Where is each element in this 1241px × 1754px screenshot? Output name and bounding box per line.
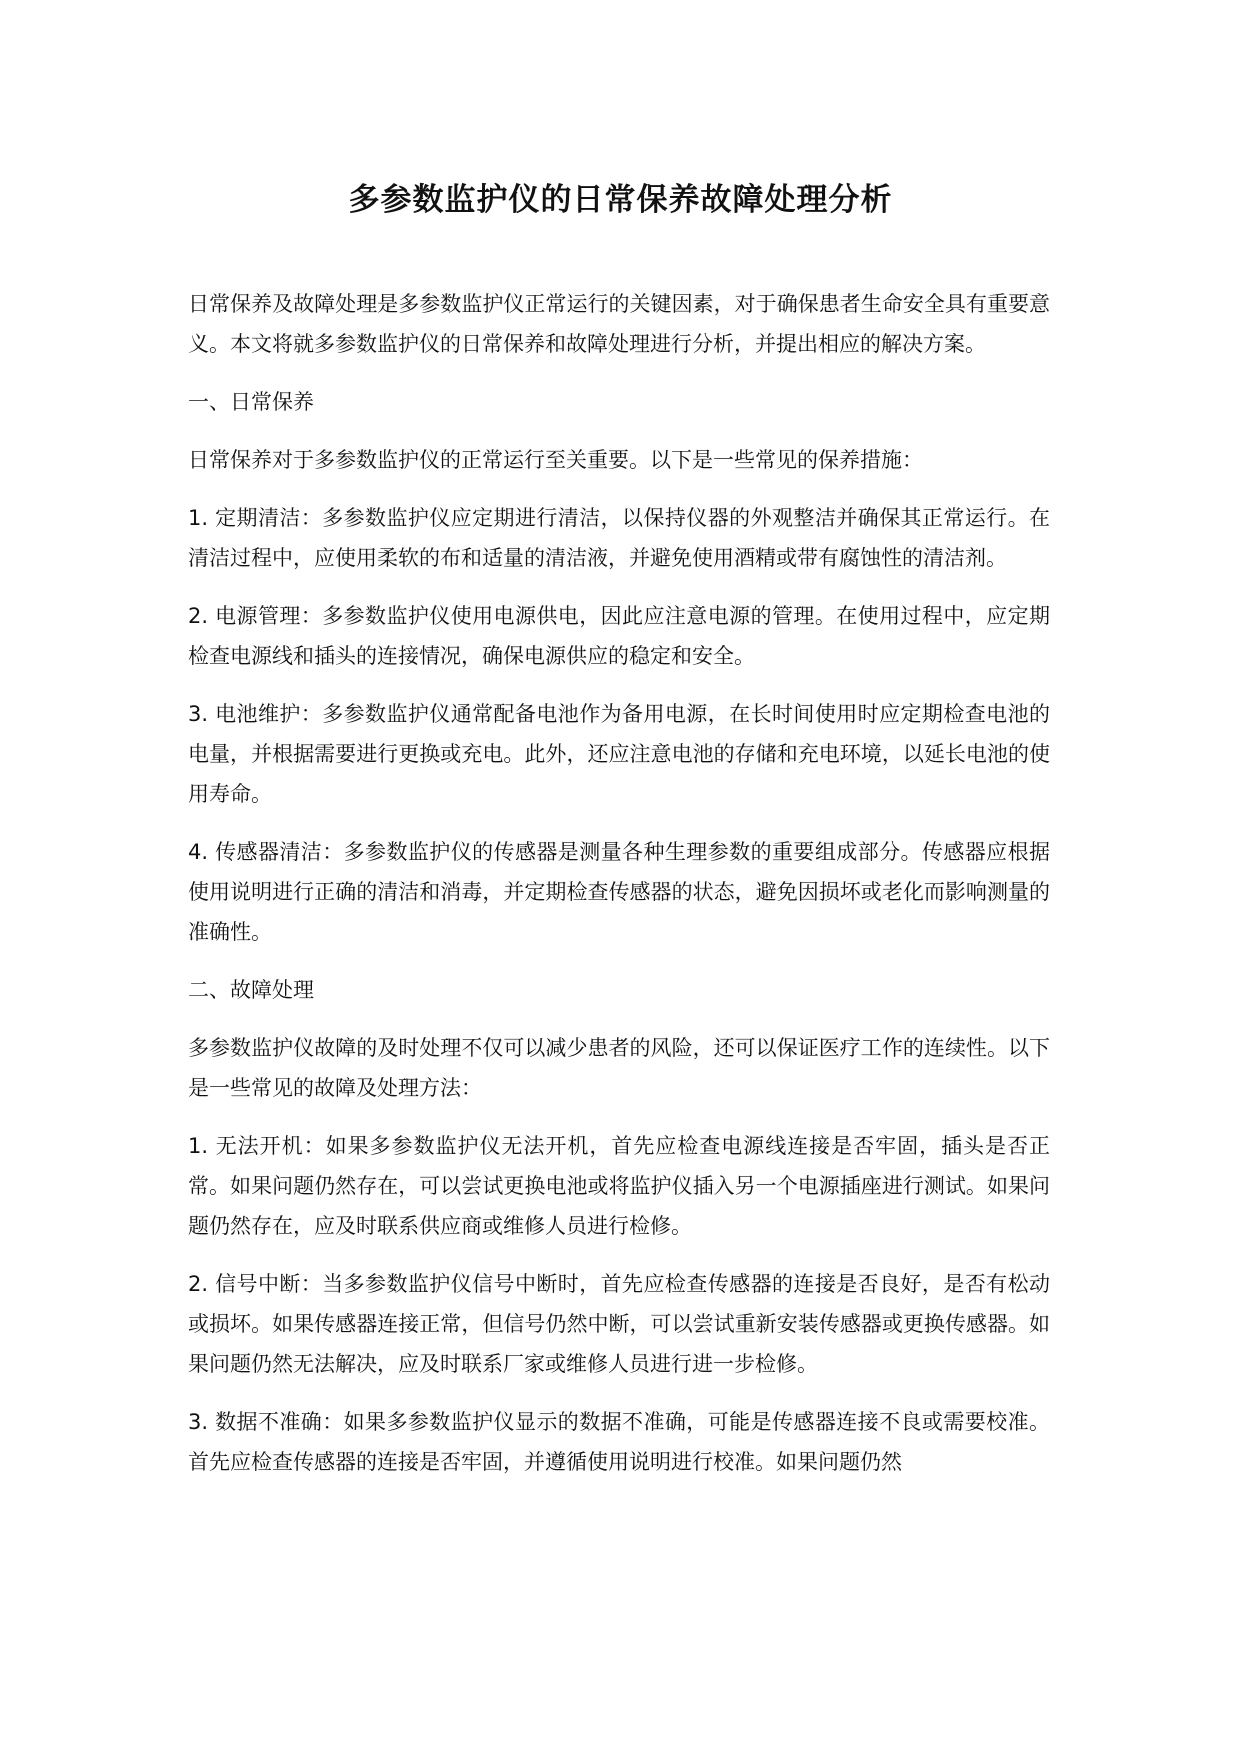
maintenance-item: 2. 电源管理：多参数监护仪使用电源供电，因此应注意电源的管理。在使用过程中，应定期检查电源线和插头的连接情况，确保电源供应的稳定和安全。 (188, 604, 1050, 668)
maintenance-item: 1. 定期清洁：多参数监护仪应定期进行清洁，以保持仪器的外观整洁并确保其正常运行。在清洁过程中，应使用柔软的布和适量的清洁液，并避免使用酒精或带有腐蚀性的清洁剂。 (188, 506, 1050, 570)
document-body (188, 284, 1050, 1500)
section-lead-troubleshooting: 多参数监护仪故障的及时处理不仅可以减少患者的风险，还可以保证医疗工作的连续性。以下是一些常见的故障及处理方法： (188, 1036, 1050, 1100)
section-heading-maintenance: 一、日常保养 (188, 390, 314, 414)
section-heading-troubleshooting: 二、故障处理 (188, 978, 314, 1002)
intro-paragraph: 日常保养及故障处理是多参数监护仪正常运行的关键因素，对于确保患者生命安全具有重要意义。本文将就多参数监护仪的日常保养和故障处理进行分析，并提出相应的解决方案。 (188, 292, 1050, 356)
maintenance-item: 3. 电池维护：多参数监护仪通常配备电池作为备用电源，在长时间使用时应定期检查电池的电量，并根据需要进行更换或充电。此外，还应注意电池的存储和充电环境，以延长电池的使用寿命。 (188, 702, 1050, 806)
section-lead-maintenance: 日常保养对于多参数监护仪的正常运行至关重要。以下是一些常见的保养措施： (188, 448, 923, 472)
troubleshooting-item: 2. 信号中断：当多参数监护仪信号中断时，首先应检查传感器的连接是否良好，是否有松动或损坏。如果传感器连接正常，但信号仍然中断，可以尝试重新安装传感器或更换传感器。如果问题仍然无法解决，应及时联系厂家或维修人员进行进一步检修。 (188, 1272, 1050, 1376)
troubleshooting-item: 1. 无法开机：如果多参数监护仪无法开机，首先应检查电源线连接是否牢固，插头是否正常。如果问题仍然存在，可以尝试更换电池或将监护仪插入另一个电源插座进行测试。如果问题仍然存在，应及时联系供应商或维修人员进行检修。 (188, 1134, 1050, 1238)
maintenance-item: 4. 传感器清洁：多参数监护仪的传感器是测量各种生理参数的重要组成部分。传感器应根据使用说明进行正确的清洁和消毒，并定期检查传感器的状态，避免因损坏或老化而影响测量的准确性。 (188, 840, 1050, 944)
troubleshooting-item: 3. 数据不准确：如果多参数监护仪显示的数据不准确，可能是传感器连接不良或需要校准。首先应检查传感器的连接是否牢固，并遵循使用说明进行校准。如果问题仍然 (188, 1410, 1050, 1474)
document-title: 多参数监护仪的日常保养故障处理分析 (348, 182, 893, 218)
